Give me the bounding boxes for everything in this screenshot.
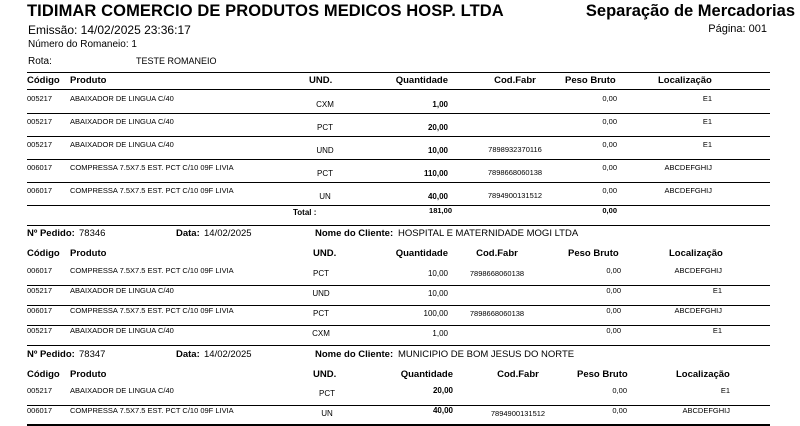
col-header-produto: Produto xyxy=(70,369,107,380)
row-quantidade: 10,00 xyxy=(427,269,448,278)
route-label: Rota: xyxy=(28,56,52,67)
page-number: Página: 001 xyxy=(708,23,767,35)
total-peso-bruto: 0,00 xyxy=(602,206,617,215)
row-quantidade: 1,00 xyxy=(432,329,448,338)
col-header-cod-fabr: Cod.Fabr xyxy=(476,248,518,259)
company-name: TIDIMAR COMERCIO DE PRODUTOS MEDICOS HOSP. LTDA xyxy=(27,2,504,20)
emission-date: Emissão: 14/02/2025 23:36:17 xyxy=(28,23,191,37)
divider xyxy=(27,345,770,346)
row-und: UN xyxy=(321,409,333,418)
row-und: CXM xyxy=(316,100,334,109)
order-number-label: Nº Pedido: xyxy=(27,349,75,360)
row-codigo: 005217 xyxy=(27,117,53,126)
row-produto: COMPRESSA 7.5X7.5 EST. PCT C/10 09F LIVIA xyxy=(70,163,234,172)
row-localizacao: ABCDEFGHIJ xyxy=(664,163,712,172)
row-cod-fabr: 7894900131512 xyxy=(490,409,546,418)
row-localizacao: E1 xyxy=(712,286,722,295)
row-cod-fabr: 7898668060138 xyxy=(469,309,525,318)
row-produto: ABAIXADOR DE LINGUA C/40 xyxy=(70,94,174,103)
col-header-produto: Produto xyxy=(70,75,107,86)
order-date: 14/02/2025 xyxy=(204,228,252,239)
row-quantidade: 10,00 xyxy=(427,146,448,155)
row-peso-bruto: 0,00 xyxy=(606,266,621,275)
client-name: HOSPITAL E MATERNIDADE MOGI LTDA xyxy=(398,228,579,239)
row-codigo: 006017 xyxy=(27,186,53,195)
col-header-und: UND. xyxy=(313,248,337,259)
row-quantidade: 100,00 xyxy=(423,309,448,318)
row-und: PCT xyxy=(313,269,329,278)
divider xyxy=(27,182,770,183)
col-header-localizacao: Localização xyxy=(658,75,712,86)
row-peso-bruto: 0,00 xyxy=(606,326,621,335)
row-und: UND xyxy=(312,289,330,298)
row-peso-bruto: 0,00 xyxy=(602,117,617,126)
col-header-codigo: Código xyxy=(27,75,60,86)
row-localizacao: E1 xyxy=(712,326,722,335)
total-label: Total : xyxy=(293,208,317,217)
row-cod-fabr: 7898932370116 xyxy=(488,145,542,154)
row-codigo: 006017 xyxy=(27,406,53,415)
row-quantidade: 40,00 xyxy=(427,192,448,201)
row-quantidade: 20,00 xyxy=(427,123,448,132)
divider xyxy=(27,113,770,114)
row-quantidade: 40,00 xyxy=(432,406,453,415)
row-peso-bruto: 0,00 xyxy=(606,286,621,295)
row-produto: ABAIXADOR DE LINGUA C/40 xyxy=(70,117,174,126)
col-header-peso-bruto: Peso Bruto xyxy=(565,75,616,86)
divider xyxy=(27,225,770,226)
row-localizacao: ABCDEFGHIJ xyxy=(674,306,722,315)
col-header-quantidade: Quantidade xyxy=(395,248,448,259)
col-header-codigo: Código xyxy=(27,369,60,380)
row-localizacao: ABCDEFGHIJ xyxy=(664,186,712,195)
row-peso-bruto: 0,00 xyxy=(602,94,617,103)
row-quantidade: 10,00 xyxy=(427,289,448,298)
row-localizacao: ABCDEFGHIJ xyxy=(682,406,730,415)
row-und: PCT xyxy=(317,169,333,178)
row-codigo: 005217 xyxy=(27,94,53,103)
row-codigo: 005217 xyxy=(27,326,53,335)
row-codigo: 005217 xyxy=(27,286,53,295)
order-number-label: Nº Pedido: xyxy=(27,228,75,239)
col-header-peso-bruto: Peso Bruto xyxy=(568,248,619,259)
col-header-codigo: Código xyxy=(27,248,60,259)
row-peso-bruto: 0,00 xyxy=(606,306,621,315)
row-produto: COMPRESSA 7.5X7.5 EST. PCT C/10 09F LIVIA xyxy=(70,266,234,275)
col-header-cod-fabr: Cod.Fabr xyxy=(497,369,539,380)
row-localizacao: E1 xyxy=(702,140,712,149)
row-cod-fabr: 7894900131512 xyxy=(487,191,543,200)
row-produto: COMPRESSA 7.5X7.5 EST. PCT C/10 09F LIVIA xyxy=(70,406,234,415)
divider xyxy=(27,89,770,90)
document-title: Separação de Mercadorias xyxy=(585,2,795,20)
row-produto: COMPRESSA 7.5X7.5 EST. PCT C/10 09F LIVIA xyxy=(70,186,234,195)
divider xyxy=(27,136,770,137)
col-header-produto: Produto xyxy=(70,248,107,259)
col-header-und: UND. xyxy=(313,369,337,380)
row-localizacao: E1 xyxy=(720,386,730,395)
row-produto: ABAIXADOR DE LINGUA C/40 xyxy=(70,286,174,295)
divider xyxy=(27,159,770,160)
row-cod-fabr: 7898668060138 xyxy=(469,269,525,278)
row-peso-bruto: 0,00 xyxy=(602,163,617,172)
row-peso-bruto: 0,00 xyxy=(612,386,627,395)
row-cod-fabr: 7898668060138 xyxy=(487,168,543,177)
row-quantidade: 1,00 xyxy=(432,100,448,109)
order-date-label: Data: xyxy=(176,349,200,360)
row-codigo: 005217 xyxy=(27,386,53,395)
client-name: MUNICIPIO DE BOM JESUS DO NORTE xyxy=(398,349,575,360)
col-header-und: UND. xyxy=(309,75,333,86)
col-header-peso-bruto: Peso Bruto xyxy=(577,369,628,380)
divider xyxy=(27,424,770,425)
row-und: UND xyxy=(316,146,334,155)
row-localizacao: E1 xyxy=(702,117,712,126)
row-und: PCT xyxy=(319,389,335,398)
divider xyxy=(27,72,770,73)
row-und: UN xyxy=(319,192,331,201)
row-codigo: 006017 xyxy=(27,163,53,172)
col-header-cod-fabr: Cod.Fabr xyxy=(494,75,536,86)
order-number: 78346 xyxy=(79,228,106,239)
col-header-quantidade: Quantidade xyxy=(400,369,453,380)
col-header-quantidade: Quantidade xyxy=(395,75,448,86)
order-number: 78347 xyxy=(79,349,106,360)
client-name-label: Nome do Cliente: xyxy=(315,349,394,360)
row-quantidade: 110,00 xyxy=(423,169,448,178)
row-codigo: 005217 xyxy=(27,140,53,149)
col-header-localizacao: Localização xyxy=(676,369,730,380)
row-quantidade: 20,00 xyxy=(432,386,453,395)
row-peso-bruto: 0,00 xyxy=(602,186,617,195)
row-localizacao: E1 xyxy=(702,94,712,103)
romaneio-number: Número do Romaneio: 1 xyxy=(28,39,137,50)
row-codigo: 006017 xyxy=(27,266,53,275)
row-peso-bruto: 0,00 xyxy=(602,140,617,149)
row-peso-bruto: 0,00 xyxy=(612,406,627,415)
row-codigo: 006017 xyxy=(27,306,53,315)
order-date: 14/02/2025 xyxy=(204,349,252,360)
row-localizacao: ABCDEFGHIJ xyxy=(674,266,722,275)
order-date-label: Data: xyxy=(176,228,200,239)
client-name-label: Nome do Cliente: xyxy=(315,228,394,239)
total-quantidade: 181,00 xyxy=(429,206,452,215)
row-produto: COMPRESSA 7.5X7.5 EST. PCT C/10 09F LIVIA xyxy=(70,306,234,315)
row-produto: ABAIXADOR DE LINGUA C/40 xyxy=(70,326,174,335)
row-produto: ABAIXADOR DE LINGUA C/40 xyxy=(70,140,174,149)
row-und: PCT xyxy=(313,309,329,318)
route-value: TESTE ROMANEIO xyxy=(136,56,217,66)
row-und: CXM xyxy=(312,329,330,338)
row-produto: ABAIXADOR DE LINGUA C/40 xyxy=(70,386,174,395)
row-und: PCT xyxy=(317,123,333,132)
col-header-localizacao: Localização xyxy=(669,248,723,259)
